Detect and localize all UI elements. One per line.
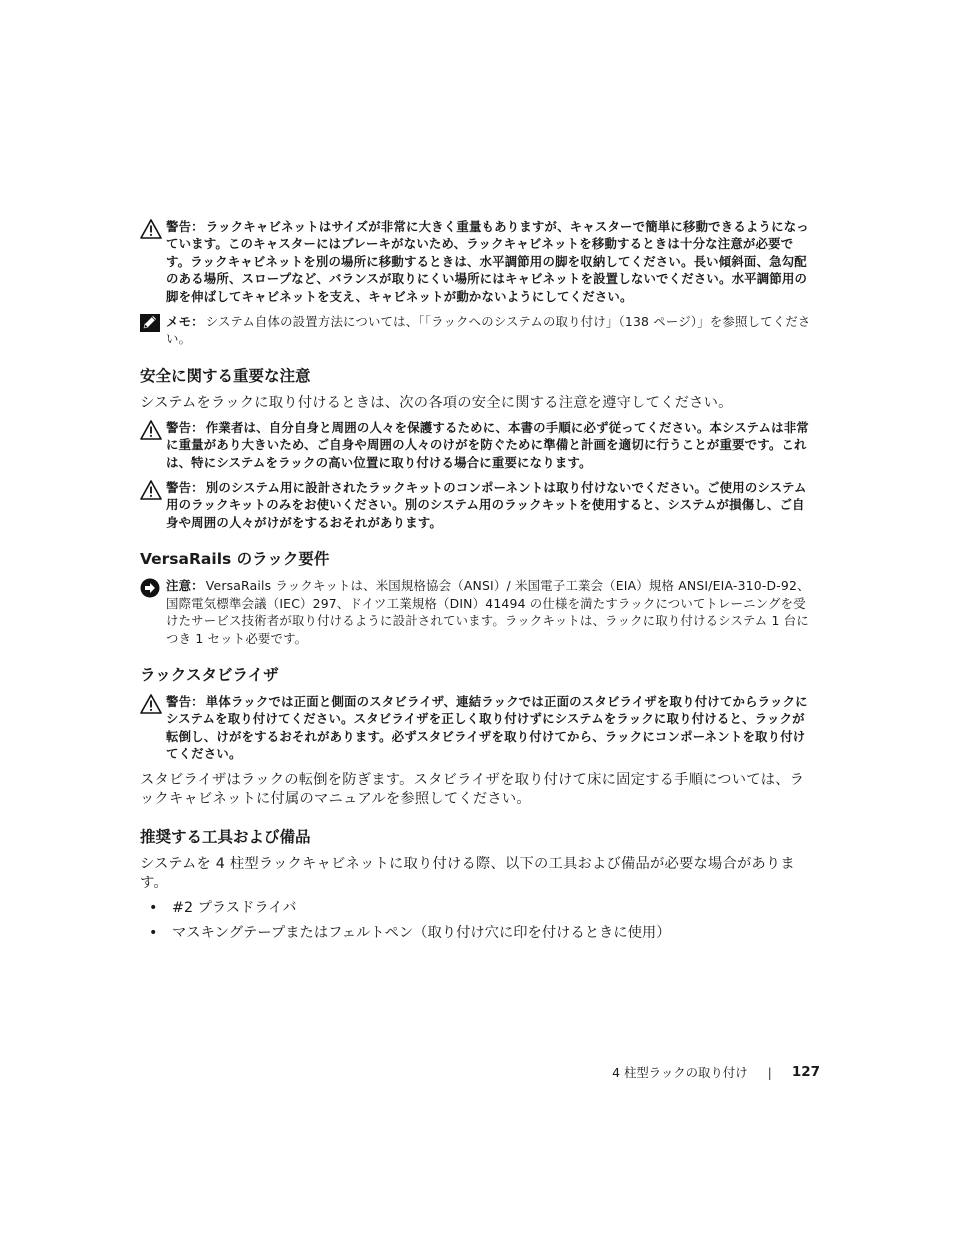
note-pencil-icon (140, 314, 166, 336)
warning-triangle-icon (140, 219, 166, 243)
list-item (140, 924, 812, 943)
tools-list (140, 899, 812, 943)
warning-label: 警告： (166, 219, 204, 234)
page-number: 127 (791, 1064, 820, 1080)
notice-text: VersaRails ラックキットは、米国規格協会（ANSI）/ 米国電子工業会（EIA）規格 ANSI/EIA-310-D-92、国際電気標準会議（IEC）297、ドイツ工業規格（DIN）41494 の仕様を満たすラックについてトレーニングを受けたサービス技術者が取り付けるように設計されています。ラックキットは、ラックに取り付けるシステム 1 台につき 1 セット必要です。 (166, 578, 810, 646)
warning-label: 警告： (166, 480, 204, 496)
list-item-text: #2 プラスドライバ (172, 899, 297, 916)
stabilizer-body: スタビライザはラックの転倒を防ぎます。スタビライザを取り付けて床に固定する手順については、ラックキャビネットに付属のマニュアルを参照してください。 (140, 771, 805, 807)
tools-intro: システムを 4 柱型ラックキャビネットに取り付ける際、以下の工具および備品が必要な場合があります。 (140, 855, 795, 891)
warning-label: 警告： (166, 693, 204, 709)
notice-arrow-icon (140, 578, 166, 602)
warning-text: 別のシステム用に設計されたラックキットのコンポーネントは取り付けないでください。ご使用のシステム用のラックキットのみをお使いください。別のシステム用のラックキットを使用すると、システムが損傷し、ご自身や周囲の人々がけがをするおそれがあります。 (166, 480, 807, 530)
bullet-icon: • (149, 899, 158, 916)
bullet-icon: • (149, 924, 158, 941)
warning-text: 作業者は、自分自身と周囲の人々を保護するために、本書の手順に必ず従ってください。本システムは非常に重量があり大きいため、ご自身や周囲の人々のけがを防ぐために準備と計画を適切に行うことが重要です。これは、特にシステムをラックの高い位置に取り付ける場合に重要になります。 (166, 419, 809, 470)
warning-block (140, 693, 812, 763)
notice-block (140, 577, 812, 647)
warning-text: ラックキャビネットはサイズが非常に大きく重量もありますが、キャスターで簡単に移動できるようになっています。このキャスターにはブレーキがないため、ラックキャビネットを移動するときは十分な注意が必要です。ラックキャビネットを別の場所に移動するときは、水平調節用の脚を収納してください。長い傾斜面、急勾配のある場所、スロープなど、バランスが取りにくい場所にはキャビネットを設置しないでください。水平調節用の脚を伸ばしてキャビネットを支え、キャビネットが動かないようにしてください。 (166, 219, 809, 304)
warning-block (140, 479, 812, 531)
warning-block (140, 419, 812, 471)
section-heading-stabilizer: ラックスタビライザ (140, 665, 279, 684)
note-block (140, 313, 812, 348)
section-heading-tools: 推奨する工具および備品 (140, 827, 311, 846)
document-page (140, 218, 812, 949)
warning-triangle-icon (140, 420, 166, 444)
page-footer (0, 1063, 820, 1081)
warning-label: 警告： (166, 419, 204, 435)
section-heading-safety: 安全に関する重要な注意 (140, 366, 311, 385)
list-item-text: マスキングテープまたはフェルトペン（取り付け穴に印を付けるときに使用） (172, 924, 671, 941)
notice-label: 注意： (166, 578, 204, 594)
warning-triangle-icon (140, 480, 166, 504)
note-label: メモ： (166, 314, 204, 330)
footer-chapter-title: 4 柱型ラックの取り付け (612, 1065, 748, 1080)
section-heading-versarails: VersaRails のラック要件 (140, 550, 330, 569)
warning-triangle-icon (140, 694, 166, 718)
warning-block (140, 218, 812, 305)
warning-text: 単体ラックでは正面と側面のスタビライザ、連結ラックでは正面のスタビライザを取り付けてからラックにシステムを取り付けてください。スタビライザを正しく取り付けずにシステムをラックに取り付けると、ラックが転倒し、けがをするおそれがあります。必ずスタビライザを取り付けてから、ラックにコンポーネントを取り付けてください。 (166, 693, 808, 762)
safety-intro: システムをラックに取り付けるときは、次の各項の安全に関する注意を遵守してください。 (140, 394, 733, 411)
note-text: システム自体の設置方法については、「「ラックへのシステムの取り付け」（138 ページ）」を参照してください。 (166, 314, 811, 347)
list-item (140, 899, 812, 918)
footer-separator: | (767, 1064, 772, 1080)
